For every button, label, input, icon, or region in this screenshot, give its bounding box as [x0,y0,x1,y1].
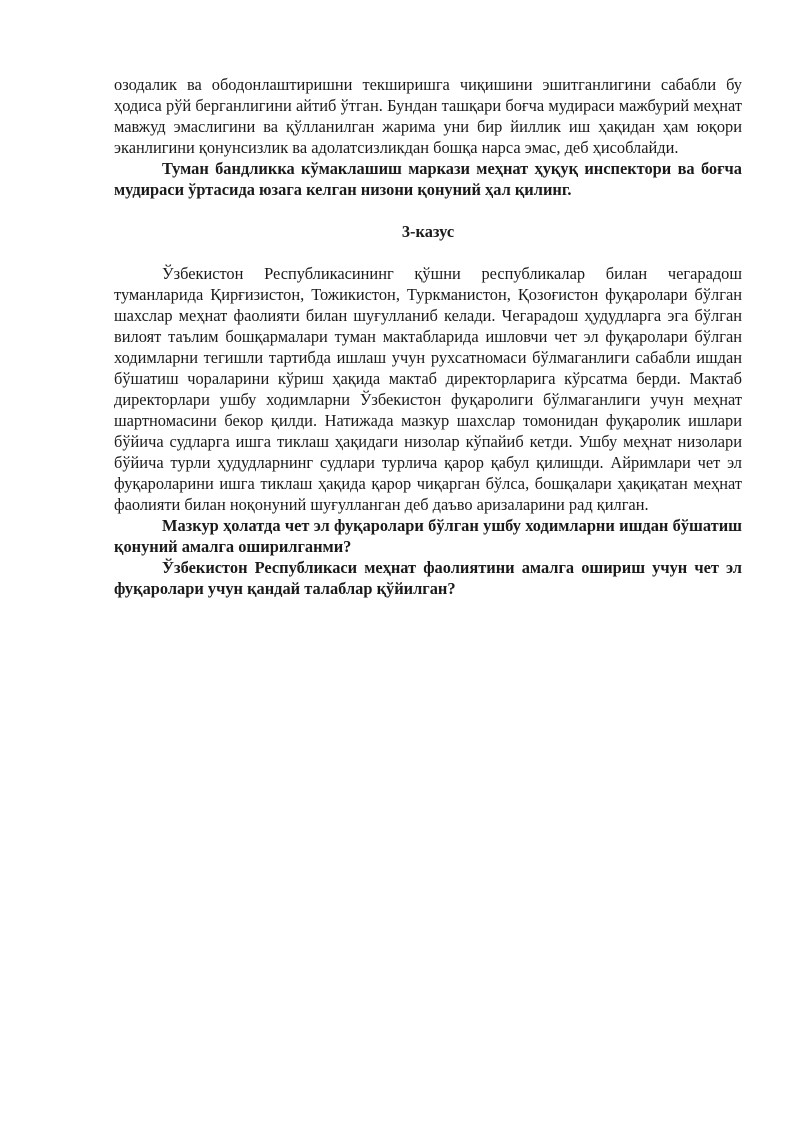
intro-paragraph: озодалик ва ободонлаштиришни текширишга чиқишини эшитганлигини сабабли бу ҳодиса рўй берганлигини айтиб ўтган. Бундан ташқари боғча мудираси мажбурий меҳнат мавжуд эмаслигини ва қўлланилган жарима уни бир йиллик иш ҳақидан ҳам юқори эканлигини қонунсизлик ва адолатсизликдан бошқа нарса эмас, деб ҳисоблайди. [114,75,742,157]
case-2-task: Туман бандликка кўмаклашиш маркази меҳнат ҳуқуқ инспектори ва боғча мудираси ўртасида юзага келган низони қонуний ҳал қилинг. [114,159,742,199]
case-3-question-2: Ўзбекистон Республикаси меҳнат фаолиятини амалга ошириш учун чет эл фуқаролари учун қандай талаблар қўйилган? [114,558,742,598]
case-3-question-1: Мазкур ҳолатда чет эл фуқаролари бўлган ушбу ходимларни ишдан бўшатиш қонуний амалга оширилганми? [114,516,742,556]
case-3-body: Ўзбекистон Республикасининг қўшни республикалар билан чегарадош туманларида Қирғизистон, Тожикистон, Туркманистон, Қозоғистон фуқаролари бўлган шахслар меҳнат фаолияти билан шуғулланиб келади. Чегарадош ҳудудларга эга бўлган вилоят таълим бошқармалари туман мактабларида ишловчи чет эл фуқаролари бўлган ходимларни тегишли тартибда ишлаш учун рухсатномаси бўлмаганлиги сабабли ишдан бўшатиш чораларини кўриш ҳақида мактаб директорларига кўрсатма берди. Мактаб директорлари ушбу ходимларни Ўзбекистон фуқаролиги бўлмаганлиги учун меҳнат шартномасини бекор қилди. Натижада мазкур шахслар томонидан фуқаролик ишлари бўйича судларга ишга тиклаш ҳақидаги низолар кўпайиб кетди. Ушбу меҳнат низолари бўйича турли ҳудудларнинг судлари турлича қарор қабул қилишди. Айримлари чет эл фуқароларини ишга тиклаш ҳақида қарор чиқарган бўлса, бошқалари ҳақиқатан меҳнат фаолияти билан ноқонуний шуғулланган деб даъво аризаларини рад қилган. [114,264,742,514]
document-page [114,74,742,599]
case-3-heading: 3-казус [401,222,455,241]
